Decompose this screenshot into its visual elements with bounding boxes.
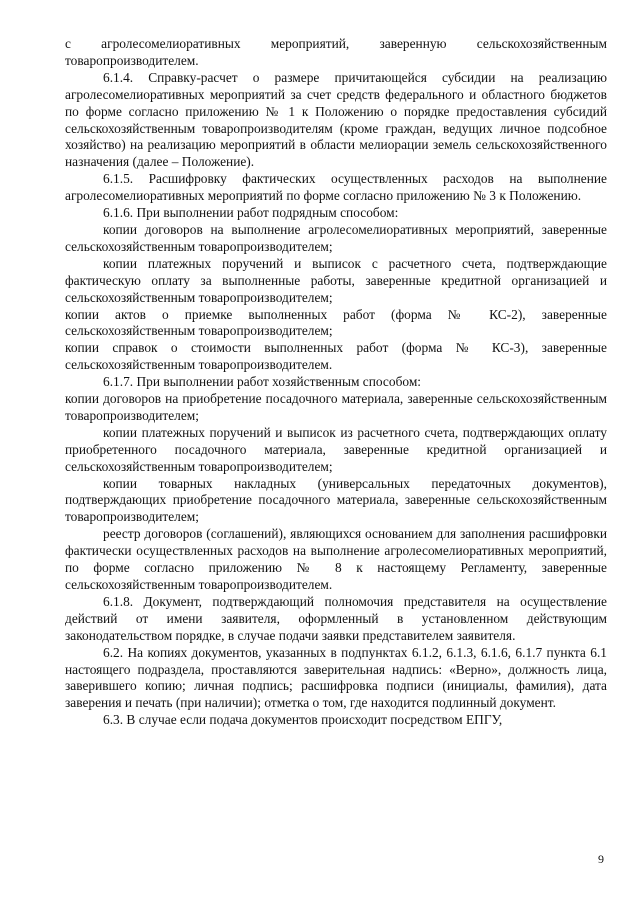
paragraph: 6.3. В случае если подача документов происходит посредством ЕПГУ, [103,712,503,728]
paragraph: копии платежных поручений и выписок из расчетного счета, подтверждающих оплату приобретенного посадочного материала, заверенные кредитной организацией и сельскохозяйственным товаропроизводителем; [65,424,607,474]
paragraph: 6.1.8. Документ, подтверждающий полномочия представителя на осуществление действий от имени заявителя, оформленный в установленном действующим законодательством порядке, в случае подачи заявки представителем заявителя. [65,593,607,643]
paragraph: 6.2. На копиях документов, указанных в подпунктах 6.1.2, 6.1.3, 6.1.6, 6.1.7 пункта 6.1 настоящего подраздела, проставляются заверительная надпись: «Верно», должность лица, заверившего копию; личная подпись; расшифровка подписи (инициалы, фамилия), дата заверения и печать (при наличии); отметка о том, где находится подлинный документ. [65,644,607,711]
paragraph: с агролесомелиоративных мероприятий, заверенную сельскохозяйственным товаропроизводителем. [65,36,607,68]
paragraph: 6.1.5. Расшифровку фактических осуществленных расходов на выполнение агролесомелиоративных мероприятий по форме согласно приложению № 3 к Положению. [65,171,607,204]
paragraph: копии справок о стоимости выполненных работ (форма № КС-3), заверенные сельскохозяйственным товаропроизводителем. [65,340,607,373]
paragraph: копии товарных накладных (универсальных передаточных документов), подтверждающих приобретение посадочного материала, заверенные сельскохозяйственным товаропроизводителем; [65,475,607,525]
paragraph: копии платежных поручений и выписок с расчетного счета, подтверждающие фактическую оплату за выполненные работы, заверенные кредитной организацией и сельскохозяйственным товаропроизводителем; [65,255,607,305]
paragraph: реестр договоров (соглашений), являющихся основанием для заполнения расшифровки фактически осуществленных расходов на выполнение агролесомелиоративных мероприятий, по форме согласно приложению № 8 к настоящему Регламенту, заверенные сельскохозяйственным товаропроизводителем. [65,526,607,592]
paragraph: копии договоров на выполнение агролесомелиоративных мероприятий, заверенные сельскохозяйственным товаропроизводителем; [65,221,607,254]
paragraph: 6.1.4. Справку-расчет о размере причитающейся субсидии на реализацию агролесомелиоративных мероприятий за счет средств федерального и областного бюджетов по форме согласно приложению № 1 к Положению о порядке предоставления субсидий сельскохозяйственным товаропроизводителям (кроме граждан, ведущих личное подсобное хозяйство) на реализацию мероприятий в области мелиорации земель сельскохозяйственного назначения (далее – Положение). [65,69,607,170]
paragraph: копии актов о приемке выполненных работ (форма № КС-2), заверенные сельскохозяйственным товаропроизводителем; [65,306,607,339]
paragraph: 6.1.7. При выполнении работ хозяйственным способом: [103,374,422,390]
page-number: 9 [598,852,604,866]
document-body [65,36,607,729]
paragraph: копии договоров на приобретение посадочного материала, заверенные сельскохозяйственным товаропроизводителем; [65,391,607,423]
paragraph: 6.1.6. При выполнении работ подрядным способом: [103,205,399,221]
